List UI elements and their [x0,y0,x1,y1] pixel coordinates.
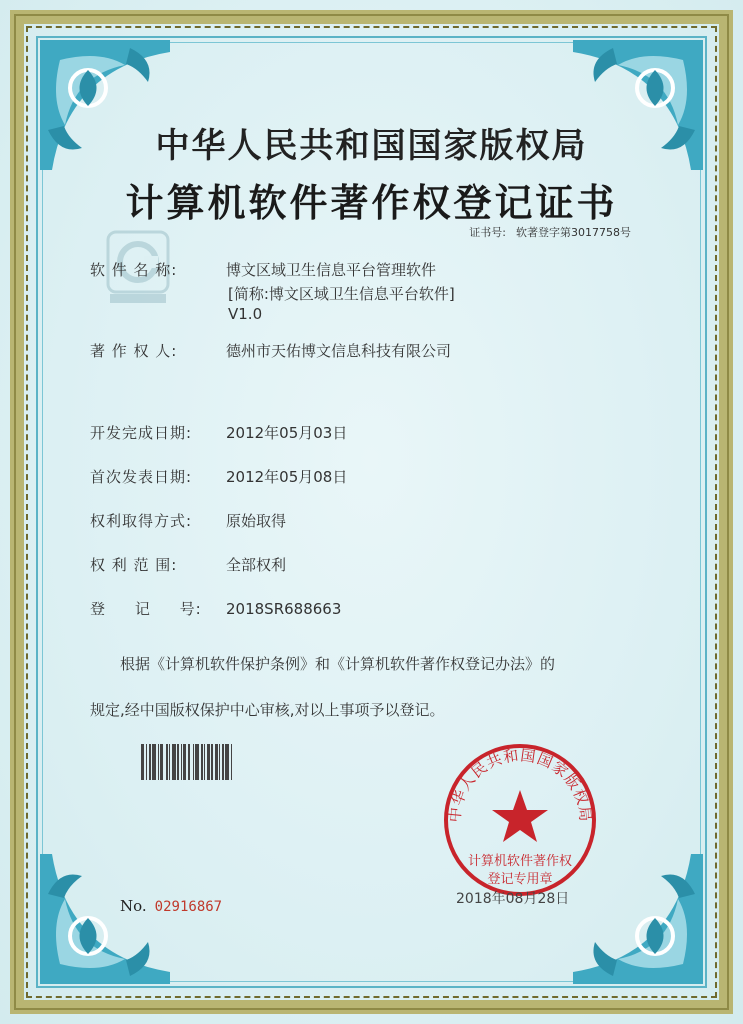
field-value: 2018SR688663 [226,600,342,618]
field-label: 权 利 范 围: [90,556,178,574]
certificate-number-label: 证书号: [469,226,506,239]
field-label: 开发完成日期: [90,424,193,442]
field-label: 首次发表日期: [90,468,193,486]
certificate-number [469,224,631,240]
issue-date: 2018年08月28日 [456,891,570,907]
barcode-icon [141,744,245,780]
legal-paragraph-line-1: 根据《计算机软件保护条例》和《计算机软件著作权登记办法》的 [120,655,556,673]
field-acquisition-method [90,510,286,531]
serial-number [120,897,222,915]
seal-line-2: 登记专用章 [487,872,553,887]
field-publication-date [90,466,347,487]
field-development-date [90,422,347,443]
field-label: 软 件 名 称: [90,261,178,279]
field-software-name [90,259,436,280]
field-label: 著 作 权 人: [90,342,178,360]
corner-ornament-icon [30,844,180,994]
field-copyright-owner [90,340,451,361]
certificate-number-value: 软著登字第3017758号 [516,226,631,239]
seal-line-1: 计算机软件著作权 [467,854,572,869]
field-value: 2012年05月03日 [226,424,348,442]
seal-star-icon [492,790,548,842]
field-label: 登 记 号: [90,600,202,618]
field-label: 权利取得方式: [90,512,193,530]
field-value: 2012年05月08日 [226,468,348,486]
software-version: V1.0 [228,305,263,323]
serial-label: No. [120,897,147,915]
field-rights-scope [90,554,286,575]
serial-value: 02916867 [154,899,223,915]
legal-paragraph-line-2: 规定,经中国版权保护中心审核,对以上事项予以登记。 [90,701,445,719]
issuing-authority: 中华人民共和国国家版权局 [155,126,588,166]
certificate-title: 计算机软件著作权登记证书 [125,180,618,225]
field-value: 博文区域卫生信息平台管理软件 [226,261,437,279]
software-short-name: [简称:博文区域卫生信息平台软件] [228,285,455,303]
field-registration-number [90,598,341,619]
field-value: 德州市天佑博文信息科技有限公司 [226,342,452,360]
field-value: 全部权利 [226,556,287,574]
field-value: 原始取得 [226,512,287,530]
seal-ring-text: 中华人民共和国国家版权局 [445,746,595,824]
